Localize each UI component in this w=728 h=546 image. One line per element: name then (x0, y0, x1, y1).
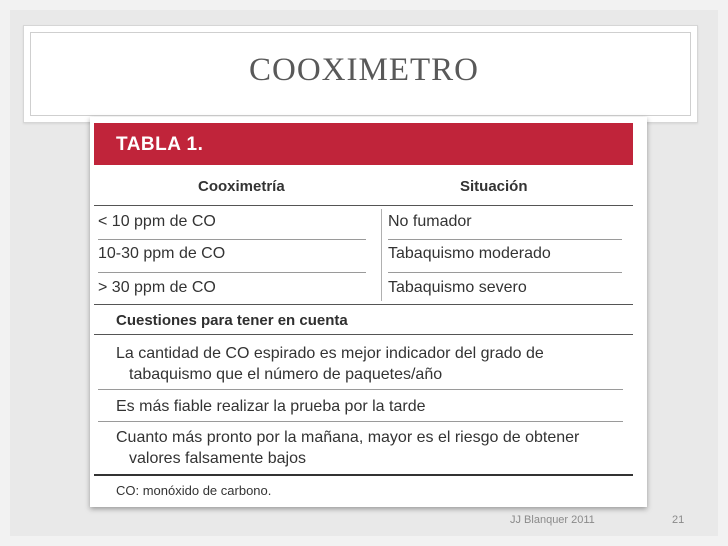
column-separator (381, 209, 382, 301)
row-2-cooximetria: 10-30 ppm de CO (98, 245, 226, 262)
table-heading-bar (94, 123, 633, 165)
row-3-situacion: Tabaquismo severo (388, 279, 527, 296)
row-2-situacion: Tabaquismo moderado (388, 245, 551, 262)
row-1-situacion: No fumador (388, 213, 472, 230)
column-header-situacion: Situación (460, 178, 528, 195)
note-2-line-1: Es más fiable realizar la prueba por la tarde (116, 398, 426, 415)
footnote-divider (94, 474, 633, 476)
row-divider (98, 239, 366, 240)
note-1-line-1: La cantidad de CO espirado es mejor indicador del grado de (116, 345, 544, 362)
footer-author: JJ Blanquer 2011 (510, 514, 595, 526)
note-divider (98, 389, 623, 390)
cooximetry-table (90, 117, 647, 507)
row-3-cooximetria: > 30 ppm de CO (98, 279, 216, 296)
row-divider (388, 239, 622, 240)
notes-title: Cuestiones para tener en cuenta (116, 312, 348, 329)
footnote: CO: monóxido de carbono. (116, 483, 272, 498)
row-divider (388, 272, 622, 273)
note-1-line-2: tabaquismo que el número de paquetes/año (129, 366, 443, 383)
slide-title: COOXIMETRO (249, 52, 479, 88)
row-divider (98, 272, 366, 273)
header-divider (94, 205, 633, 206)
table-heading: TABLA 1. (116, 134, 204, 155)
notes-title-divider (94, 334, 633, 335)
note-1 (116, 343, 544, 385)
note-3 (116, 427, 579, 469)
note-3-line-1: Cuanto más pronto por la mañana, mayor es el riesgo de obtener (116, 429, 580, 446)
row-1-cooximetria: < 10 ppm de CO (98, 213, 216, 230)
note-2 (116, 396, 426, 417)
column-header-cooximetria: Cooximetría (198, 178, 285, 195)
page-number: 21 (672, 514, 685, 526)
section-divider (94, 304, 633, 305)
note-3-line-2: valores falsamente bajos (129, 450, 306, 467)
note-divider (98, 421, 623, 422)
